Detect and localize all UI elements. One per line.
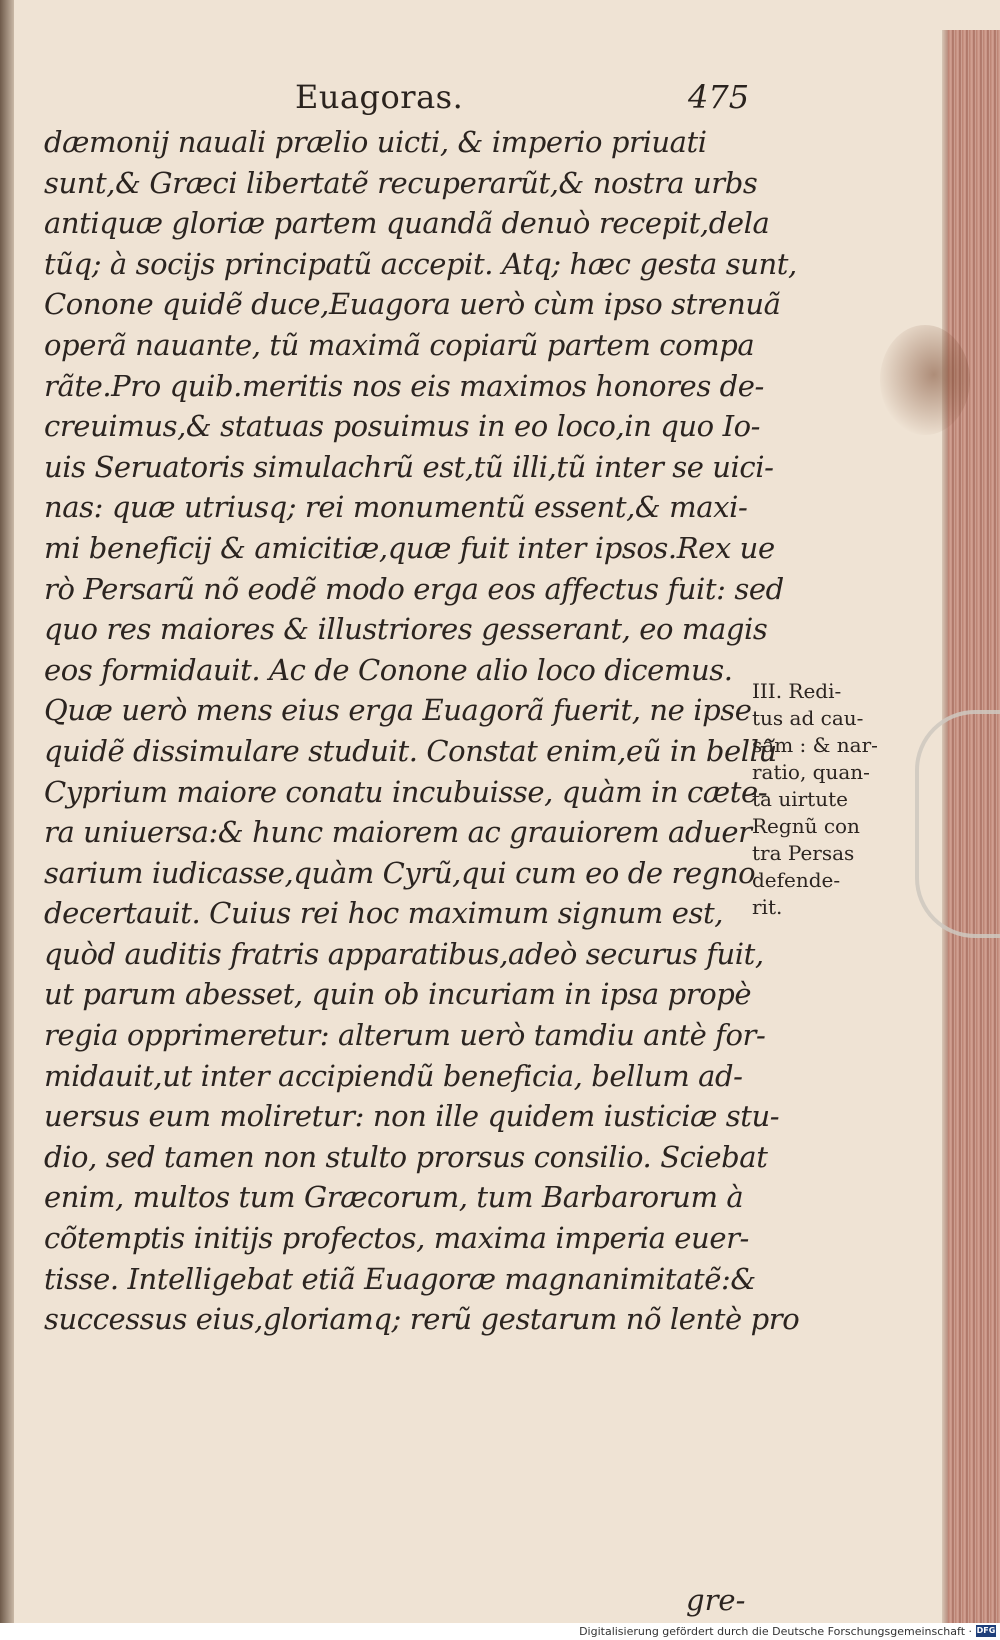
text-line: uersus eum moliretur: non ille quidem iusticiæ stu- (44, 1099, 780, 1134)
text-line: regia opprimeretur: alterum uerò tamdiu antè for- (44, 1018, 766, 1053)
text-line: ut parum abesset, quin ob incuriam in ipsa propè (44, 977, 752, 1012)
text-line: dio, sed tamen non stulto prorsus consilio. Sciebat (44, 1139, 768, 1174)
marginal-line: tra Persas (752, 841, 855, 865)
text-line: Quæ uerò mens eius erga Euagorã fuerit, ne ipse (44, 693, 752, 728)
text-line: mi beneficij & amicitiæ,quæ fuit inter ipsos.Rex ue (44, 530, 775, 565)
text-line: rãte.Pro quib.meritis nos eis maximos honores de- (44, 368, 764, 403)
text-line: antiquæ gloriæ partem quandã denuò recepit,dela (44, 206, 770, 241)
marginal-line: ratio, quan- (752, 760, 870, 784)
page-clip (915, 710, 1000, 938)
page-number: 475 (688, 78, 750, 116)
text-line: quòd auditis fratris apparatibus,adeò securus fuit, (44, 936, 764, 971)
marginal-line: rit. (752, 895, 783, 919)
marginal-line: ta uirtute (752, 787, 848, 811)
text-line: sunt,& Græci libertatẽ recuperarũt,& nostra urbs (44, 165, 758, 200)
marginal-line: III. Redi- (752, 679, 842, 703)
text-line: nas: quæ utriusq; rei monumentũ essent,& maxi- (44, 490, 748, 525)
text-line: quo res maiores & illustriores gesserant, eo magis (44, 612, 768, 647)
text-line: operã nauante, tũ maximã copiarũ partem compa (44, 327, 755, 362)
marginal-line: defende- (752, 868, 841, 892)
text-line: creuimus,& statuas posuimus in eo loco,in quo Io- (44, 409, 761, 444)
text-line: decertauit. Cuius rei hoc maximum signum est, (44, 896, 724, 931)
marginal-line: Regnũ con (752, 814, 860, 838)
page-header (0, 72, 1000, 116)
text-line: tũq; à socijs principatũ accepit. Atq; hæc gesta sunt, (44, 246, 797, 281)
text-line: tisse. Intelligebat etiã Euagoræ magnanimitatẽ:& (44, 1261, 756, 1296)
text-line: dæmonij nauali prælio uicti, & imperio priuati (44, 125, 707, 159)
gutter-shadow (0, 0, 14, 1640)
text-line: eos formidauit. Ac de Conone alio loco dicemus. (44, 652, 733, 687)
text-line: cõtemptis initijs profectos, maxima imperia euer- (44, 1221, 749, 1256)
text-line: quidẽ dissimulare studuit. Constat enim,eũ in bellũ (44, 733, 777, 768)
marginal-note (752, 678, 902, 921)
funding-credit: Digitalisierung gefördert durch die Deutsche Forschungsgemeinschaft · (579, 1625, 972, 1638)
text-line: Conone quidẽ duce,Euagora uerò cùm ipso strenuã (44, 287, 781, 322)
dfg-logo: DFG (976, 1626, 996, 1635)
text-line: successus eius,gloriamq; rerũ gestarum nõ lentè pro (44, 1302, 800, 1337)
text-line: enim, multos tum Græcorum, tum Barbarorum à (44, 1180, 744, 1215)
text-line: Cyprium maiore conatu incubuisse, quàm in cæte- (44, 774, 768, 809)
digitization-footer (0, 1623, 1000, 1640)
catchword: gre- (686, 1583, 746, 1617)
text-line: midauit,ut inter accipiendũ beneficia, bellum ad- (44, 1058, 743, 1093)
marginal-line: sam : & nar- (752, 733, 878, 757)
text-line: ra uniuersa:& hunc maiorem ac grauiorem aduer (44, 815, 752, 850)
marginal-line: tus ad cau- (752, 706, 864, 730)
text-line: rò Persarũ nõ eodẽ modo erga eos affectus fuit: sed (44, 571, 784, 606)
paper-stain (880, 325, 970, 435)
text-line: sarium iudicasse,quàm Cyrũ,qui cum eo de regno (44, 855, 756, 890)
text-line: uis Seruatoris simulachrũ est,tũ illi,tũ inter se uici- (44, 449, 774, 484)
running-title: Euagoras. (295, 78, 464, 116)
